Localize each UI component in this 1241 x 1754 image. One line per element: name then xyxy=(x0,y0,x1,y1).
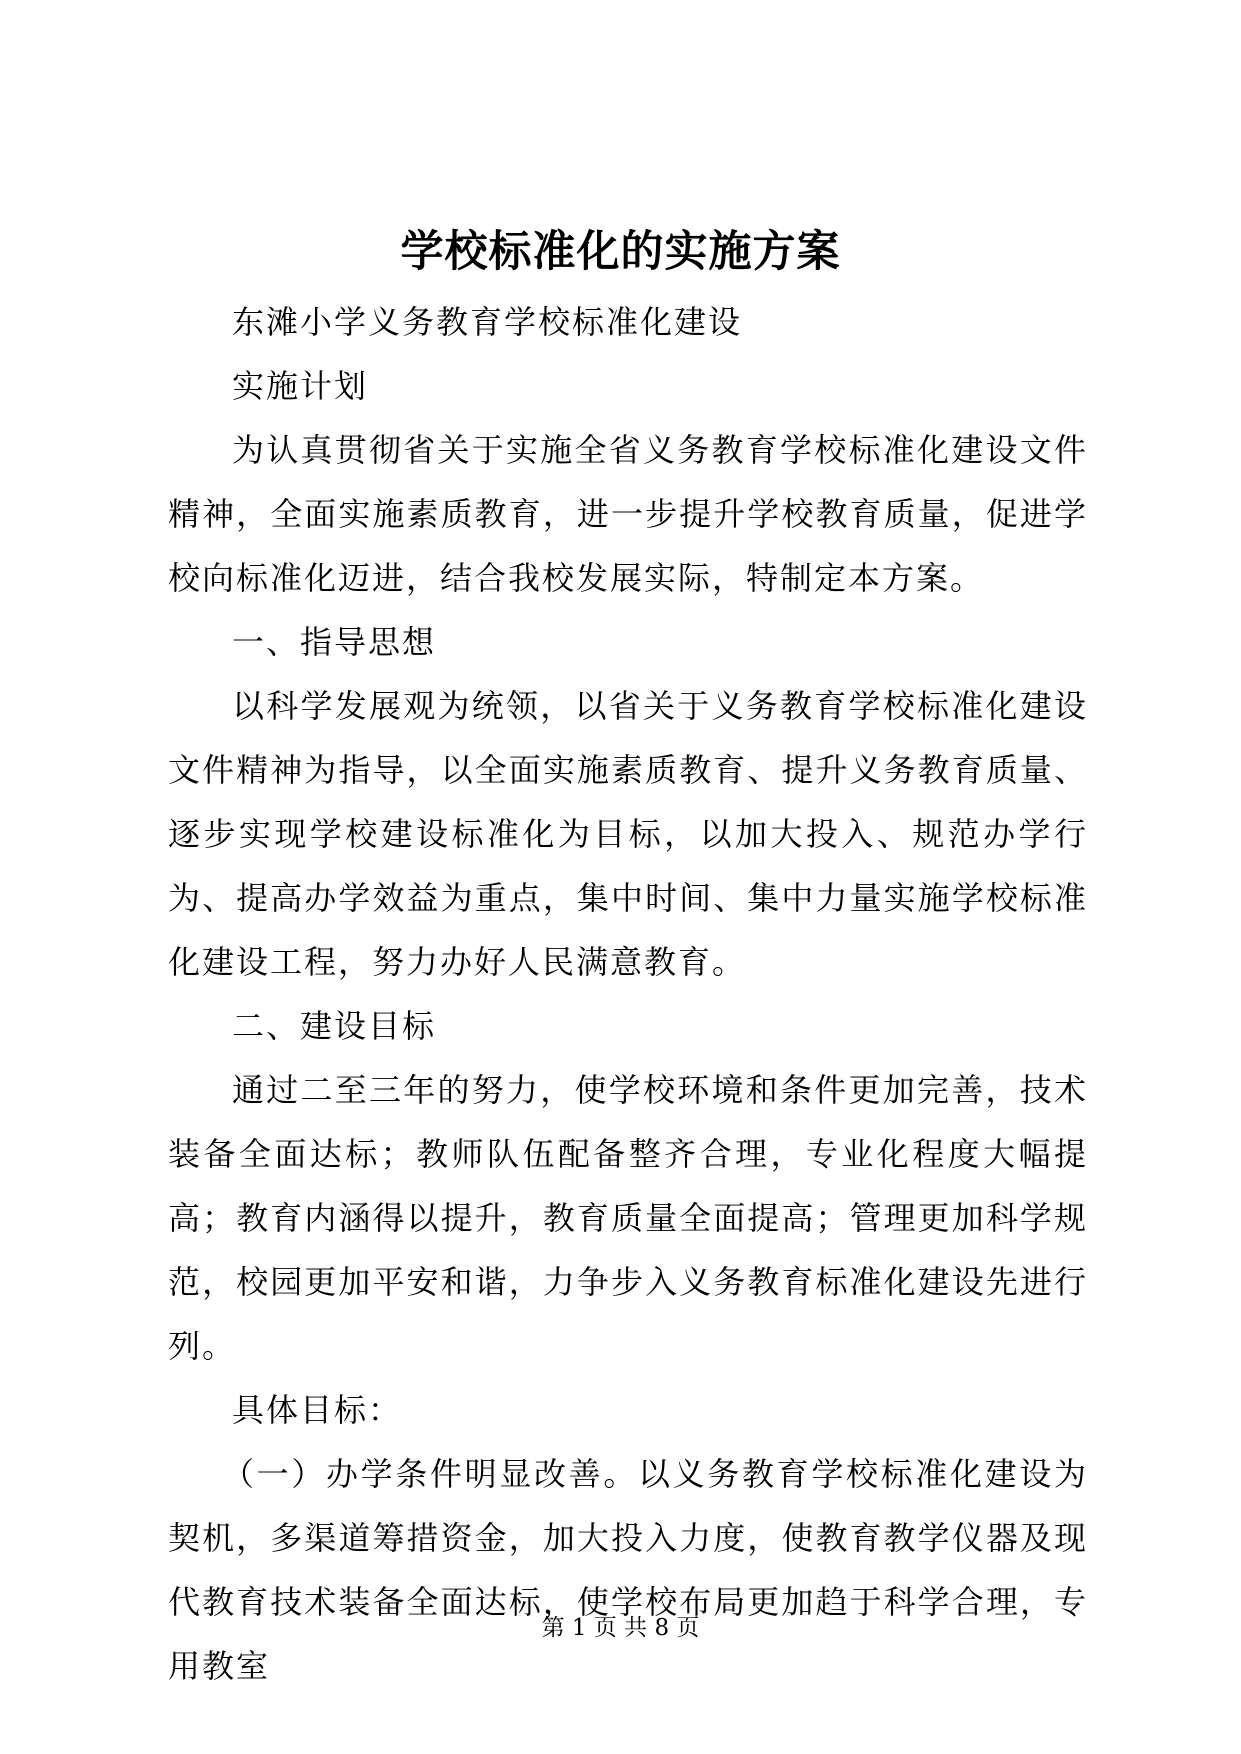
page-footer: 第 1 页 共 8 页 xyxy=(541,1615,700,1641)
document-title: 学校标准化的实施方案 xyxy=(400,227,841,277)
heading-construction-goals: 二、建设目标 xyxy=(232,1007,437,1045)
paragraph-construction-goals: 通过二至三年的努力，使学校环境和条件更加完善，技术装备全面达标；教师队伍配备整齐合理，专业化程度大幅提高；教育内涵得以提升，教育质量全面提高；管理更加科学规范，校园更加平安和谐，力争步入义务教育标准化建设先进行列。 xyxy=(168,1071,1088,1365)
paragraph-school-name: 东滩小学义务教育学校标准化建设 xyxy=(232,303,743,341)
heading-guiding-ideology: 一、指导思想 xyxy=(232,623,437,661)
paragraph-guiding-ideology: 以科学发展观为统领，以省关于义务教育学校标准化建设文件精神为指导，以全面实施素质教育、提升义务教育质量、逐步实现学校建设标准化为目标，以加大投入、规范办学行为、提高办学效益为重点，集中时间、集中力量实施学校标准化建设工程，努力办好人民满意教育。 xyxy=(168,687,1088,981)
paragraph-plan-label: 实施计划 xyxy=(232,367,369,405)
paragraph-goal-one: （一）办学条件明显改善。以义务教育学校标准化建设为契机，多渠道筹措资金，加大投入力度，使教育教学仪器及现代教育技术装备全面达标，使学校布局更加趋于科学合理，专用教室 xyxy=(168,1455,1088,1685)
paragraph-intro: 为认真贯彻省关于实施全省义务教育学校标准化建设文件精神，全面实施素质教育，进一步提升学校教育质量，促进学校向标准化迈进，结合我校发展实际，特制定本方案。 xyxy=(168,431,1088,597)
heading-specific-goals: 具体目标： xyxy=(232,1391,403,1429)
document-body xyxy=(168,290,1088,1698)
